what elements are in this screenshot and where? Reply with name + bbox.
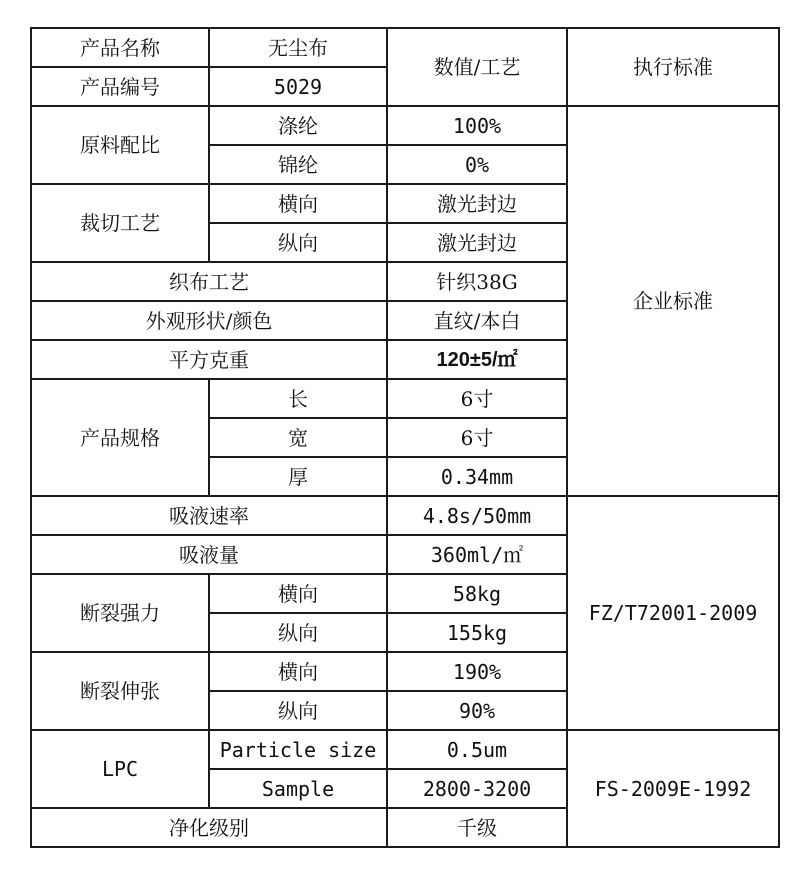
thickness-label: 厚 xyxy=(209,457,387,496)
cut-vertical-value: 激光封边 xyxy=(387,223,567,262)
lpc-label: LPC xyxy=(31,730,209,808)
product-name-label: 产品名称 xyxy=(31,28,209,67)
cutting-label: 裁切工艺 xyxy=(31,184,209,262)
break-elong-label: 断裂伸张 xyxy=(31,652,209,730)
nylon-label: 锦纶 xyxy=(209,145,387,184)
nylon-value: 0% xyxy=(387,145,567,184)
polyester-label: 涤纶 xyxy=(209,106,387,145)
sample-label: Sample xyxy=(209,769,387,808)
product-code-label: 产品编号 xyxy=(31,67,209,106)
width-value: 6寸 xyxy=(387,418,567,457)
clean-level-label: 净化级别 xyxy=(31,808,387,847)
absorb-rate-label: 吸液速率 xyxy=(31,496,387,535)
break-strength-label: 断裂强力 xyxy=(31,574,209,652)
be-horizontal-value: 190% xyxy=(387,652,567,691)
table-row xyxy=(31,28,779,67)
cut-horizontal-label: 横向 xyxy=(209,184,387,223)
absorb-amount-label: 吸液量 xyxy=(31,535,387,574)
table-row xyxy=(31,730,779,769)
weight-value: 120±5/㎡ xyxy=(387,340,567,379)
appearance-label: 外观形状/颜色 xyxy=(31,301,387,340)
standard-fs: FS-2009E-1992 xyxy=(567,730,779,847)
raw-ratio-label: 原料配比 xyxy=(31,106,209,184)
absorb-rate-value: 4.8s/50mm xyxy=(387,496,567,535)
weaving-value: 针织38G xyxy=(387,262,567,301)
bs-vertical-value: 155kg xyxy=(387,613,567,652)
polyester-value: 100% xyxy=(387,106,567,145)
bs-horizontal-label: 横向 xyxy=(209,574,387,613)
thickness-value: 0.34mm xyxy=(387,457,567,496)
spec-table xyxy=(30,27,780,848)
cut-vertical-label: 纵向 xyxy=(209,223,387,262)
product-code-value: 5029 xyxy=(209,67,387,106)
table-row xyxy=(31,496,779,535)
length-label: 长 xyxy=(209,379,387,418)
absorb-amount-value: 360ml/㎡ xyxy=(387,535,567,574)
spec-label: 产品规格 xyxy=(31,379,209,496)
be-vertical-value: 90% xyxy=(387,691,567,730)
length-value: 6寸 xyxy=(387,379,567,418)
be-horizontal-label: 横向 xyxy=(209,652,387,691)
standard-header: 执行标准 xyxy=(567,28,779,106)
be-vertical-label: 纵向 xyxy=(209,691,387,730)
clean-level-value: 千级 xyxy=(387,808,567,847)
weight-label: 平方克重 xyxy=(31,340,387,379)
weaving-label: 织布工艺 xyxy=(31,262,387,301)
standard-enterprise: 企业标准 xyxy=(567,106,779,496)
particle-label: Particle size xyxy=(209,730,387,769)
sample-value: 2800-3200 xyxy=(387,769,567,808)
cut-horizontal-value: 激光封边 xyxy=(387,184,567,223)
bs-horizontal-value: 58kg xyxy=(387,574,567,613)
value-process-header: 数值/工艺 xyxy=(387,28,567,106)
particle-value: 0.5um xyxy=(387,730,567,769)
product-name-value: 无尘布 xyxy=(209,28,387,67)
bs-vertical-label: 纵向 xyxy=(209,613,387,652)
width-label: 宽 xyxy=(209,418,387,457)
table-row xyxy=(31,106,779,145)
standard-fz: FZ/T72001-2009 xyxy=(567,496,779,730)
appearance-value: 直纹/本白 xyxy=(387,301,567,340)
